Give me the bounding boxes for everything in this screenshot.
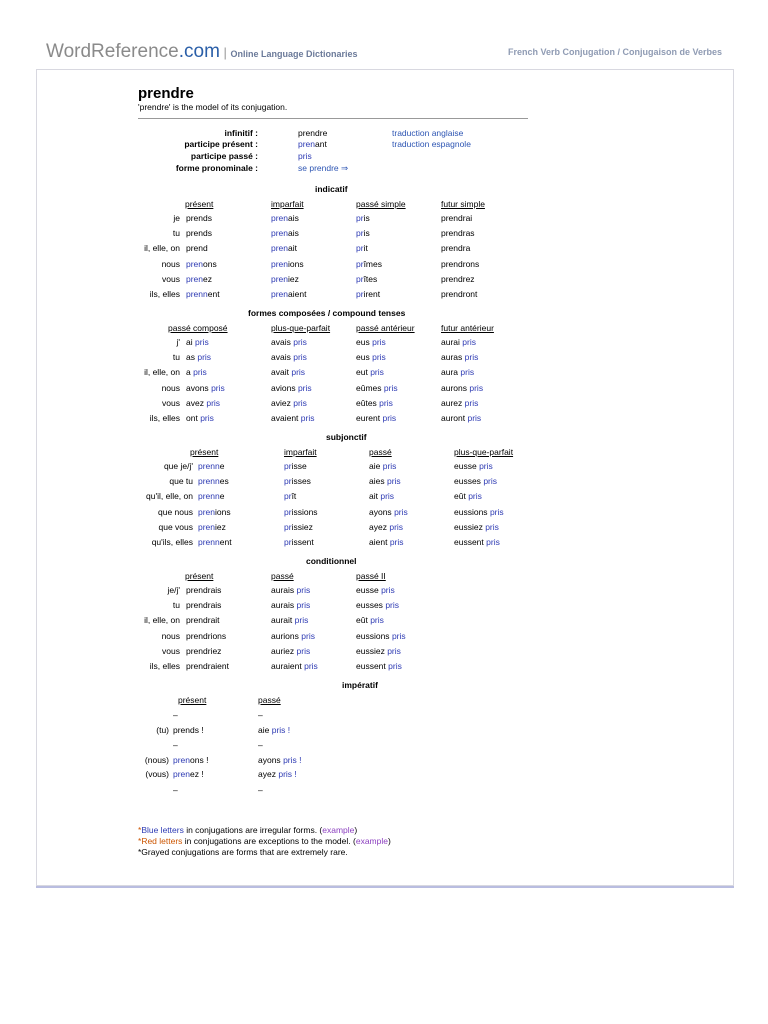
example-link[interactable]: example: [322, 825, 355, 835]
pronoun: (vous): [145, 769, 169, 779]
conj-form: prirent: [356, 289, 381, 299]
conj-form: avais pris: [271, 352, 307, 362]
conj-form: aient pris: [369, 537, 404, 547]
col-header: passé simple: [356, 199, 406, 209]
conj-form: prenais: [271, 228, 299, 238]
col-header: présent: [185, 199, 214, 209]
conj-form: prennent: [186, 289, 220, 299]
example-link[interactable]: example: [355, 836, 388, 846]
conj-form: aurez pris: [441, 398, 479, 408]
pronoun: nous: [161, 259, 180, 269]
col-header: plus-que-parfait: [454, 447, 514, 457]
conj-form: avais pris: [271, 337, 307, 347]
conj-form: prendrait: [186, 615, 220, 625]
conj-form: eusse pris: [356, 585, 395, 595]
conj-form: eus pris: [356, 352, 386, 362]
conj-form: prendrais: [186, 585, 222, 595]
col-header: présent: [185, 571, 214, 581]
pronoun: j': [176, 337, 180, 347]
conj-form: prissent: [284, 537, 314, 547]
pronoun: tu: [172, 600, 180, 610]
dash: –: [258, 785, 263, 795]
col-header: passé antérieur: [356, 323, 415, 333]
conj-form: aurait pris: [271, 615, 309, 625]
col-header: passé II: [356, 571, 386, 581]
pronoun: (nous): [144, 755, 169, 765]
conj-form: prenaient: [271, 289, 307, 299]
conj-form: prendrions: [186, 631, 227, 641]
traduction-anglaise-link[interactable]: traduction anglaise: [392, 128, 464, 138]
logo-tagline: Online Language Dictionaries: [230, 49, 358, 59]
conj-form: preniez: [198, 522, 226, 532]
conj-form: eut pris: [356, 367, 384, 377]
conj-form: prend: [186, 243, 208, 253]
pronoun: ils, elles: [149, 661, 180, 671]
logo-separator: |: [219, 45, 231, 60]
conj-form: prît: [284, 491, 297, 501]
conj-form: auriez pris: [271, 646, 311, 656]
conj-form: eussiez pris: [454, 522, 499, 532]
conj-form: prenez: [186, 274, 212, 284]
pronoun: vous: [162, 646, 180, 656]
conj-form: prisse: [284, 461, 307, 471]
conj-form: eût pris: [356, 615, 384, 625]
section-subjonctif: subjonctif: [326, 432, 367, 442]
divider: [138, 118, 528, 119]
col-header: présent: [178, 695, 207, 705]
conj-form: auront pris: [441, 413, 482, 423]
conj-form: eussions pris: [454, 507, 504, 517]
conj-form: prends !: [173, 725, 204, 735]
conj-form: eussent pris: [454, 537, 500, 547]
infinitif-value: prendre: [298, 128, 328, 138]
conj-form: prennent: [198, 537, 232, 547]
col-header: futur antérieur: [441, 323, 494, 333]
col-header: futur simple: [441, 199, 485, 209]
conj-form: prenons !: [173, 755, 209, 765]
conj-form: prissiez: [284, 522, 313, 532]
conj-form: aies pris: [369, 476, 401, 486]
page-subject: French Verb Conjugation / Conjugaison de Verbes: [507, 47, 722, 57]
conj-form: ai pris: [186, 337, 209, 347]
conj-form: ait pris: [369, 491, 395, 501]
logo-main[interactable]: WordReference: [46, 41, 179, 62]
logo-com[interactable]: .com: [178, 41, 220, 62]
conj-form: aurions pris: [271, 631, 315, 641]
pronoun: qu'ils, elles: [151, 537, 193, 547]
verb-title: prendre: [138, 85, 194, 102]
conj-form: avions pris: [271, 383, 312, 393]
conj-form: prennes: [198, 476, 229, 486]
section-indicatif: indicatif: [315, 184, 348, 194]
conj-form: prissions: [284, 507, 318, 517]
pronoun: nous: [161, 383, 180, 393]
conj-form: prenne: [198, 461, 225, 471]
conj-form: preniez: [271, 274, 299, 284]
conj-form: ayez pris: [369, 522, 404, 532]
col-header: passé composé: [168, 323, 228, 333]
pronoun: il, elle, on: [144, 367, 180, 377]
conj-form: prendrons: [441, 259, 480, 269]
conj-form: prisses: [284, 476, 311, 486]
legend-exception: *Red letters in conjugations are exceptions to the model. (example): [138, 836, 391, 846]
conj-form: prends: [186, 213, 212, 223]
conj-form: prîtes: [356, 274, 378, 284]
verb-subtitle: 'prendre' is the model of its conjugation.: [138, 102, 288, 112]
conj-form: prendrais: [186, 600, 222, 610]
forme-pronominale-link[interactable]: se prendre ⇒: [298, 163, 349, 173]
conj-form: prendraient: [186, 661, 230, 671]
participe-passe-value: pris: [298, 151, 312, 161]
conj-form: eûtes pris: [356, 398, 393, 408]
pronoun: que vous: [158, 522, 193, 532]
col-header: plus-que-parfait: [271, 323, 331, 333]
pronoun: tu: [172, 352, 180, 362]
conj-form: aurons pris: [441, 383, 484, 393]
conj-form: a pris: [186, 367, 207, 377]
traduction-espagnole-link[interactable]: traduction espagnole: [392, 139, 471, 149]
legend-grayed: *Grayed conjugations are forms that are extremely rare.: [138, 847, 348, 857]
conj-form: pris: [356, 213, 370, 223]
participe-present-value: prenant: [298, 139, 327, 149]
conj-form: prenne: [198, 491, 225, 501]
conj-form: avait pris: [271, 367, 306, 377]
conj-form: prit: [356, 243, 368, 253]
forme-pronominale-label: forme pronominale :: [175, 163, 258, 173]
conj-form: aurais pris: [271, 585, 311, 595]
dash: –: [173, 710, 178, 720]
conj-form: aurais pris: [271, 600, 311, 610]
conj-form: prenait: [271, 243, 297, 253]
conj-form: prenions: [271, 259, 304, 269]
dash: –: [173, 740, 178, 750]
conj-form: prendriez: [186, 646, 222, 656]
col-header: passé: [258, 695, 281, 705]
conj-form: pris: [356, 228, 370, 238]
conj-form: aie pris: [369, 461, 397, 471]
participe-present-label: participe présent :: [184, 139, 258, 149]
conj-form: eusses pris: [454, 476, 498, 486]
pronoun: je: [173, 213, 180, 223]
site-header: [0, 0, 768, 68]
infinitif-label: infinitif :: [224, 128, 258, 138]
participe-passe-label: participe passé :: [190, 151, 258, 161]
conj-form: prends: [186, 228, 212, 238]
conj-form: avons pris: [186, 383, 225, 393]
conj-form: aie pris !: [258, 725, 291, 735]
conj-form: eût pris: [454, 491, 482, 501]
conj-form: ayons pris: [369, 507, 408, 517]
conj-form: ayez pris !: [258, 769, 297, 779]
conj-form: eus pris: [356, 337, 386, 347]
col-header: passé: [369, 447, 392, 457]
col-header: passé: [271, 571, 294, 581]
conj-form: prenons: [186, 259, 217, 269]
conj-form: prendrai: [441, 213, 473, 223]
conj-form: prîmes: [356, 259, 382, 269]
conj-form: prendras: [441, 228, 475, 238]
conj-form: prendront: [441, 289, 478, 299]
conj-form: eûmes pris: [356, 383, 398, 393]
pronoun: que je/j': [163, 461, 193, 471]
col-header: présent: [190, 447, 219, 457]
conj-form: ayons pris !: [258, 755, 302, 765]
conj-form: eusses pris: [356, 600, 400, 610]
dash: –: [258, 740, 263, 750]
dash: –: [173, 785, 178, 795]
site-logo[interactable]: [46, 41, 358, 63]
section-conditionnel: conditionnel: [306, 556, 357, 566]
pronoun: ils, elles: [149, 413, 180, 423]
pronoun: qu'il, elle, on: [146, 491, 193, 501]
pronoun: tu: [172, 228, 180, 238]
pronoun: il, elle, on: [144, 615, 180, 625]
conj-form: prenais: [271, 213, 299, 223]
section-imperatif: impératif: [342, 680, 378, 690]
conj-form: eusse pris: [454, 461, 493, 471]
pronoun: ils, elles: [149, 289, 180, 299]
conj-form: eussent pris: [356, 661, 402, 671]
conj-form: prenez !: [173, 769, 204, 779]
conj-form: avez pris: [186, 398, 221, 408]
col-header: imparfait: [284, 447, 317, 457]
conj-form: auraient pris: [271, 661, 318, 671]
conj-form: aura pris: [441, 367, 475, 377]
legend-irregular: *Blue letters in conjugations are irregular forms. (example): [138, 825, 358, 835]
pronoun: (tu): [156, 725, 169, 735]
conj-form: avaient pris: [271, 413, 315, 423]
pronoun: que tu: [169, 476, 193, 486]
pronoun: il, elle, on: [144, 243, 180, 253]
conj-form: aviez pris: [271, 398, 307, 408]
conj-form: auras pris: [441, 352, 479, 362]
conj-form: aurai pris: [441, 337, 476, 347]
dash: –: [258, 710, 263, 720]
section-composees: formes composées / compound tenses: [248, 308, 406, 318]
col-header: imparfait: [271, 199, 304, 209]
pronoun: je/j': [167, 585, 180, 595]
conj-form: prenions: [198, 507, 231, 517]
pronoun: vous: [162, 274, 180, 284]
pronoun: vous: [162, 398, 180, 408]
pronoun: que nous: [158, 507, 193, 517]
conj-form: prendrez: [441, 274, 475, 284]
conj-form: prendra: [441, 243, 471, 253]
conj-form: as pris: [186, 352, 212, 362]
conj-form: eussiez pris: [356, 646, 401, 656]
conj-form: ont pris: [186, 413, 214, 423]
conj-form: eurent pris: [356, 413, 397, 423]
pronoun: nous: [161, 631, 180, 641]
conj-form: eussions pris: [356, 631, 406, 641]
